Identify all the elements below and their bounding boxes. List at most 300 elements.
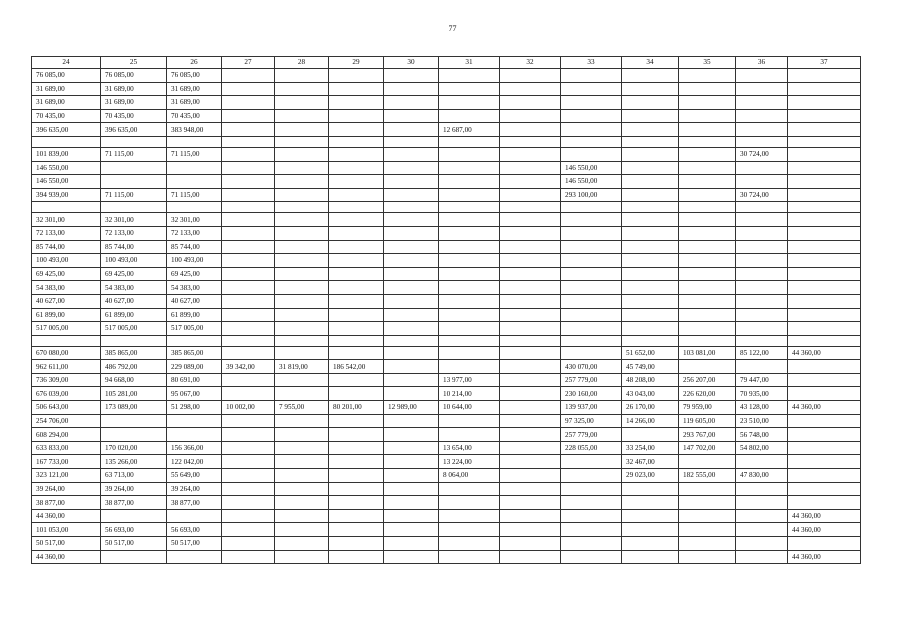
table-cell	[788, 335, 861, 346]
table-cell	[561, 455, 622, 469]
table-cell	[275, 322, 329, 336]
table-cell	[788, 455, 861, 469]
table-cell	[222, 161, 275, 175]
table-cell: 38 877,00	[101, 496, 167, 510]
table-cell	[439, 346, 500, 360]
table-cell	[622, 96, 679, 110]
table-cell: 85 744,00	[101, 240, 167, 254]
table-cell: 100 493,00	[32, 254, 101, 268]
table-cell	[500, 550, 561, 564]
table-cell: 103 081,00	[679, 346, 736, 360]
table-cell	[679, 202, 736, 213]
table-cell	[384, 188, 439, 202]
table-cell	[275, 109, 329, 123]
table-cell: 39 264,00	[101, 482, 167, 496]
table-cell	[500, 373, 561, 387]
table-cell	[500, 123, 561, 137]
table-cell	[788, 202, 861, 213]
table-cell	[275, 267, 329, 281]
table-cell	[561, 482, 622, 496]
table-cell: 69 425,00	[101, 267, 167, 281]
table-cell	[384, 240, 439, 254]
table-cell	[275, 335, 329, 346]
table-cell: 50 517,00	[167, 537, 222, 551]
table-cell	[561, 69, 622, 83]
table-cell	[384, 109, 439, 123]
table-cell	[222, 82, 275, 96]
table-cell	[500, 308, 561, 322]
table-cell: 72 133,00	[32, 226, 101, 240]
table-cell	[500, 254, 561, 268]
table-cell: 56 693,00	[167, 523, 222, 537]
table-cell	[788, 161, 861, 175]
table-cell: 76 085,00	[167, 69, 222, 83]
table-cell: 31 689,00	[167, 82, 222, 96]
data-table	[31, 56, 861, 564]
table-cell	[622, 202, 679, 213]
table-cell	[329, 188, 384, 202]
table-cell	[439, 335, 500, 346]
table-cell	[329, 455, 384, 469]
table-cell	[561, 213, 622, 227]
table-cell	[222, 308, 275, 322]
table-cell	[561, 267, 622, 281]
table-cell	[736, 267, 788, 281]
table-cell	[329, 482, 384, 496]
page-number: 77	[448, 24, 457, 33]
table-cell	[622, 254, 679, 268]
table-cell	[500, 455, 561, 469]
table-cell: 608 294,00	[32, 428, 101, 442]
table-cell	[679, 175, 736, 189]
table-cell	[384, 82, 439, 96]
table-cell	[329, 175, 384, 189]
table-cell	[439, 267, 500, 281]
table-cell: 323 121,00	[32, 469, 101, 483]
table-cell	[439, 294, 500, 308]
table-cell: 23 510,00	[736, 414, 788, 428]
table-cell	[384, 175, 439, 189]
table-cell	[439, 202, 500, 213]
table-cell	[788, 428, 861, 442]
table-cell	[500, 147, 561, 161]
table-cell	[384, 96, 439, 110]
table-cell	[439, 308, 500, 322]
table-cell	[679, 213, 736, 227]
table-cell	[329, 123, 384, 137]
table-cell	[736, 96, 788, 110]
table-row	[32, 96, 861, 110]
table-cell	[439, 537, 500, 551]
table-row	[32, 175, 861, 189]
table-cell	[167, 509, 222, 523]
table-cell	[101, 202, 167, 213]
table-cell: 80 691,00	[167, 373, 222, 387]
table-cell	[222, 482, 275, 496]
table-cell: 254 706,00	[32, 414, 101, 428]
table-row	[32, 161, 861, 175]
table-cell	[622, 240, 679, 254]
table-cell: 228 055,00	[561, 441, 622, 455]
table-cell	[329, 428, 384, 442]
table-cell	[736, 523, 788, 537]
table-cell	[561, 294, 622, 308]
table-cell	[101, 509, 167, 523]
table-cell	[439, 82, 500, 96]
table-cell	[788, 441, 861, 455]
table-cell: 54 383,00	[32, 281, 101, 295]
table-cell	[622, 294, 679, 308]
table-cell	[384, 267, 439, 281]
table-cell	[622, 188, 679, 202]
table-cell	[736, 537, 788, 551]
table-cell	[622, 509, 679, 523]
table-cell	[222, 496, 275, 510]
table-cell	[384, 147, 439, 161]
table-cell	[788, 496, 861, 510]
table-cell	[384, 226, 439, 240]
table-cell: 40 627,00	[32, 294, 101, 308]
table-cell: 12 989,00	[384, 401, 439, 415]
table-cell	[329, 202, 384, 213]
table-cell	[736, 482, 788, 496]
table-cell	[500, 428, 561, 442]
table-cell: 10 644,00	[439, 401, 500, 415]
table-cell	[788, 82, 861, 96]
table-cell	[561, 281, 622, 295]
table-cell	[384, 360, 439, 374]
table-cell	[32, 136, 101, 147]
table-cell: 63 713,00	[101, 469, 167, 483]
table-cell	[439, 523, 500, 537]
table-row	[32, 123, 861, 137]
table-row	[32, 82, 861, 96]
table-cell	[500, 537, 561, 551]
table-cell	[736, 322, 788, 336]
table-cell: 182 555,00	[679, 469, 736, 483]
table-cell	[275, 213, 329, 227]
table-cell	[167, 136, 222, 147]
table-cell	[622, 213, 679, 227]
table-cell	[679, 82, 736, 96]
table-cell	[384, 294, 439, 308]
table-cell: 44 360,00	[788, 401, 861, 415]
table-cell	[500, 69, 561, 83]
table-cell	[329, 335, 384, 346]
table-cell	[561, 509, 622, 523]
table-cell	[500, 267, 561, 281]
table-row	[32, 267, 861, 281]
table-cell	[167, 202, 222, 213]
table-cell	[500, 136, 561, 147]
column-header: 27	[222, 57, 275, 69]
table-cell	[439, 550, 500, 564]
table-cell	[622, 175, 679, 189]
table-cell	[500, 335, 561, 346]
table-cell	[561, 335, 622, 346]
table-cell	[439, 96, 500, 110]
table-cell	[329, 109, 384, 123]
table-cell: 40 627,00	[167, 294, 222, 308]
table-cell	[222, 346, 275, 360]
table-cell	[622, 335, 679, 346]
table-cell	[222, 322, 275, 336]
table-cell	[329, 254, 384, 268]
table-cell	[679, 294, 736, 308]
table-cell	[561, 226, 622, 240]
table-cell	[222, 537, 275, 551]
table-cell	[679, 360, 736, 374]
table-cell: 32 301,00	[101, 213, 167, 227]
table-cell: 71 115,00	[167, 147, 222, 161]
table-cell	[500, 202, 561, 213]
table-cell	[384, 69, 439, 83]
table-cell	[788, 96, 861, 110]
table-cell	[561, 254, 622, 268]
table-cell: 30 724,00	[736, 188, 788, 202]
table-cell	[788, 226, 861, 240]
table-cell	[788, 136, 861, 147]
table-cell	[101, 136, 167, 147]
table-row	[32, 346, 861, 360]
table-cell	[679, 267, 736, 281]
table-cell	[500, 226, 561, 240]
table-cell	[329, 161, 384, 175]
table-cell: 61 899,00	[32, 308, 101, 322]
table-cell	[222, 294, 275, 308]
table-cell	[384, 441, 439, 455]
table-cell	[275, 147, 329, 161]
table-cell	[275, 496, 329, 510]
table-cell	[275, 294, 329, 308]
table-row	[32, 469, 861, 483]
table-cell: 146 550,00	[561, 161, 622, 175]
table-cell	[679, 335, 736, 346]
table-cell	[329, 373, 384, 387]
table-cell	[384, 123, 439, 137]
table-cell	[679, 509, 736, 523]
table-cell: 33 254,00	[622, 441, 679, 455]
table-cell	[329, 346, 384, 360]
table-body	[32, 69, 861, 564]
table-row	[32, 109, 861, 123]
table-cell	[329, 308, 384, 322]
table-cell: 383 948,00	[167, 123, 222, 137]
table-cell	[329, 550, 384, 564]
table-cell	[500, 82, 561, 96]
table-cell	[500, 322, 561, 336]
table-cell	[561, 496, 622, 510]
table-cell	[622, 267, 679, 281]
table-cell	[500, 294, 561, 308]
table-cell	[788, 267, 861, 281]
table-cell	[439, 428, 500, 442]
table-cell	[222, 202, 275, 213]
table-cell	[222, 414, 275, 428]
table-cell: 45 749,00	[622, 360, 679, 374]
table-cell	[439, 188, 500, 202]
table-cell	[275, 82, 329, 96]
table-cell: 736 309,00	[32, 373, 101, 387]
table-cell	[275, 202, 329, 213]
table-cell	[329, 69, 384, 83]
table-cell	[329, 213, 384, 227]
table-cell: 396 635,00	[101, 123, 167, 137]
table-cell	[788, 469, 861, 483]
table-cell	[500, 523, 561, 537]
table-row	[32, 69, 861, 83]
table-cell	[561, 96, 622, 110]
table-cell	[439, 213, 500, 227]
table-cell	[329, 226, 384, 240]
table-cell	[275, 414, 329, 428]
table-cell: 10 214,00	[439, 387, 500, 401]
column-header: 31	[439, 57, 500, 69]
table-cell: 70 435,00	[32, 109, 101, 123]
table-cell: 257 779,00	[561, 428, 622, 442]
column-header: 37	[788, 57, 861, 69]
table-cell: 70 435,00	[101, 109, 167, 123]
table-cell	[384, 213, 439, 227]
table-cell	[329, 240, 384, 254]
table-cell	[622, 161, 679, 175]
table-cell	[788, 373, 861, 387]
table-cell	[275, 254, 329, 268]
table-cell	[622, 82, 679, 96]
table-cell: 48 208,00	[622, 373, 679, 387]
table-cell	[222, 469, 275, 483]
table-cell: 38 877,00	[167, 496, 222, 510]
table-cell	[222, 136, 275, 147]
column-header: 30	[384, 57, 439, 69]
table-cell: 51 652,00	[622, 346, 679, 360]
table-cell	[384, 308, 439, 322]
table-cell	[101, 335, 167, 346]
table-row	[32, 147, 861, 161]
table-cell	[788, 414, 861, 428]
table-cell	[788, 109, 861, 123]
table-cell	[275, 226, 329, 240]
table-cell: 517 005,00	[101, 322, 167, 336]
table-cell	[500, 175, 561, 189]
table-cell	[788, 188, 861, 202]
table-cell	[622, 281, 679, 295]
table-cell	[500, 188, 561, 202]
table-cell	[275, 188, 329, 202]
table-cell	[788, 322, 861, 336]
table-cell	[384, 523, 439, 537]
table-cell: 31 689,00	[32, 96, 101, 110]
table-cell	[500, 509, 561, 523]
table-cell: 633 833,00	[32, 441, 101, 455]
table-cell	[384, 509, 439, 523]
table-row	[32, 373, 861, 387]
table-cell	[679, 188, 736, 202]
table-cell: 14 266,00	[622, 414, 679, 428]
table-cell: 38 877,00	[32, 496, 101, 510]
table-cell	[275, 469, 329, 483]
table-cell: 146 550,00	[561, 175, 622, 189]
table-cell	[736, 213, 788, 227]
table-cell	[788, 175, 861, 189]
table-cell	[500, 496, 561, 510]
table-row	[32, 441, 861, 455]
column-header: 28	[275, 57, 329, 69]
table-cell: 44 360,00	[788, 509, 861, 523]
table-cell	[679, 240, 736, 254]
table-cell: 85 744,00	[167, 240, 222, 254]
table-cell: 54 383,00	[167, 281, 222, 295]
table-cell	[275, 509, 329, 523]
table-row	[32, 188, 861, 202]
table-cell: 56 748,00	[736, 428, 788, 442]
table-cell: 101 839,00	[32, 147, 101, 161]
table-cell	[679, 537, 736, 551]
table-cell	[384, 550, 439, 564]
table-cell	[384, 254, 439, 268]
table-cell: 40 627,00	[101, 294, 167, 308]
table-cell: 517 005,00	[167, 322, 222, 336]
table-cell	[439, 109, 500, 123]
table-cell: 32 301,00	[32, 213, 101, 227]
table-cell	[500, 387, 561, 401]
table-row	[32, 202, 861, 213]
table-cell: 47 830,00	[736, 469, 788, 483]
table-cell: 256 207,00	[679, 373, 736, 387]
table-cell	[736, 202, 788, 213]
table-cell	[275, 96, 329, 110]
table-row	[32, 387, 861, 401]
table-cell	[679, 161, 736, 175]
table-cell	[384, 496, 439, 510]
table-cell	[679, 69, 736, 83]
table-row	[32, 537, 861, 551]
table-cell	[329, 414, 384, 428]
table-cell	[439, 254, 500, 268]
table-cell	[329, 294, 384, 308]
table-cell: 43 128,00	[736, 401, 788, 415]
table-cell	[439, 496, 500, 510]
table-cell: 79 447,00	[736, 373, 788, 387]
table-cell	[561, 147, 622, 161]
table-cell: 39 264,00	[32, 482, 101, 496]
table-row	[32, 550, 861, 564]
table-cell	[384, 161, 439, 175]
table-cell	[439, 322, 500, 336]
table-cell	[736, 109, 788, 123]
table-row	[32, 254, 861, 268]
table-cell	[384, 482, 439, 496]
table-cell	[788, 294, 861, 308]
table-row	[32, 523, 861, 537]
table-cell: 173 089,00	[101, 401, 167, 415]
table-cell	[439, 281, 500, 295]
table-cell: 122 042,00	[167, 455, 222, 469]
table-cell	[679, 96, 736, 110]
table-cell: 44 360,00	[788, 346, 861, 360]
table-cell	[439, 175, 500, 189]
table-cell	[275, 136, 329, 147]
table-cell	[622, 69, 679, 83]
table-cell	[384, 202, 439, 213]
table-cell	[384, 414, 439, 428]
table-cell	[222, 188, 275, 202]
table-cell: 962 611,00	[32, 360, 101, 374]
table-cell: 146 550,00	[32, 161, 101, 175]
table-cell	[736, 69, 788, 83]
table-cell	[561, 123, 622, 137]
table-cell: 70 435,00	[167, 109, 222, 123]
